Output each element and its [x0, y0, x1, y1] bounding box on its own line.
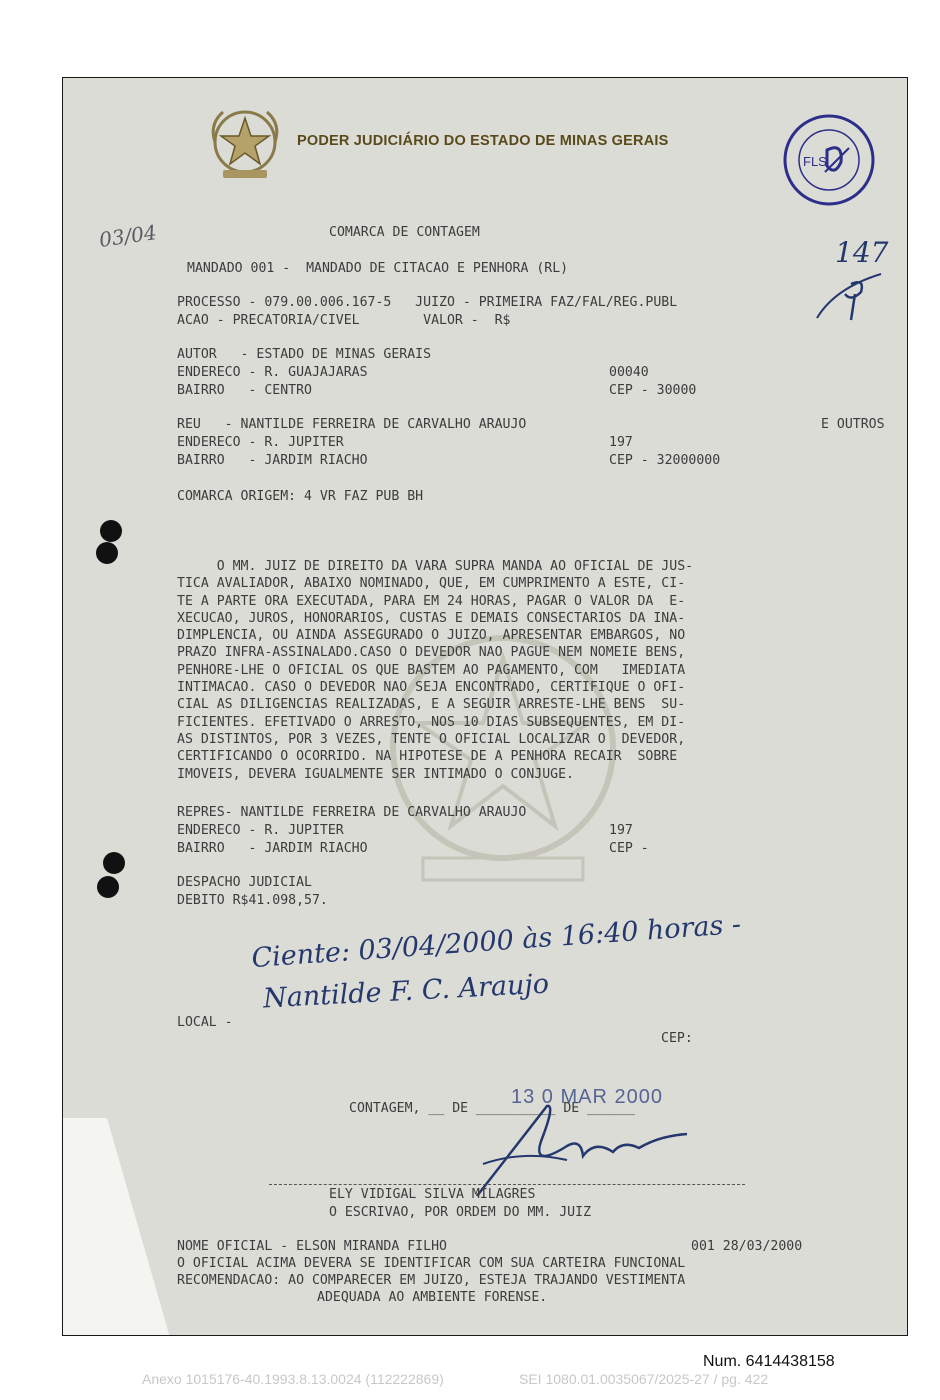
body-line: IMOVEIS, DEVERA IGUALMENTE SER INTIMADO O CONJUGE.	[177, 766, 574, 782]
escrivao-nome: ELY VIDIGAL SILVA MILAGRES	[329, 1187, 536, 1202]
autor-cep: CEP - 30000	[609, 383, 697, 398]
punch-hole	[97, 876, 119, 898]
body-line: CIAL AS DILIGENCIAS REALIZADAS, E A SEGUIR ARRESTE-LHE BENS SU-	[177, 697, 686, 713]
margin-pencil-note: 03/04	[97, 220, 159, 252]
body-line: FICIENTES. EFETIVADO O ARRESTO, NOS 10 DIAS SUBSEQUENTES, EM DI-	[177, 714, 686, 730]
reu-outros: E OUTROS	[821, 417, 885, 432]
handwritten-signature-name: Nantilde F. C. Araujo	[262, 968, 550, 1015]
body-line: AS DISTINTOS, POR 3 VEZES, TENTE O OFICIAL LOCALIZAR O DEVEDOR,	[177, 731, 686, 747]
escrivao-cargo: O ESCRIVAO, POR ORDEM DO MM. JUIZ	[329, 1205, 592, 1220]
data-line: CONTAGEM, __ DE __________ DE ______	[349, 1101, 635, 1116]
oficial-linha-3: ADEQUADA AO AMBIENTE FORENSE.	[317, 1290, 548, 1305]
repres-bairro: BAIRRO - JARDIM RIACHO	[177, 841, 368, 856]
date-stamp: 13 0 MAR 2000	[511, 1086, 663, 1108]
cep-label: CEP:	[661, 1031, 693, 1046]
body-line: XECUCAO, JUROS, HONORARIOS, CUSTAS E DEMAIS CONSECTARIOS DA INA-	[177, 610, 686, 626]
repres-nome: REPRES- NANTILDE FERREIRA DE CARVALHO ARAUJO	[177, 805, 527, 820]
oficial-linha-1: O OFICIAL ACIMA DEVERA SE IDENTIFICAR COM SUA CARTEIRA FUNCIONAL	[177, 1256, 686, 1271]
handwritten-ciente-line: Ciente: 03/04/2000 às 16:40 horas -	[250, 908, 742, 975]
punch-hole	[103, 852, 125, 874]
oficial-nome: NOME OFICIAL - ELSON MIRANDA FILHO	[177, 1239, 447, 1254]
despacho-judicial: DESPACHO JUDICIAL	[177, 875, 312, 890]
comarca-title: COMARCA DE CONTAGEM	[329, 225, 480, 240]
body-line: TE A PARTE ORA EXECUTADA, PARA EM 24 HORAS, PAGAR O VALOR DA E-	[177, 593, 686, 609]
body-line: INTIMACAO. CASO O DEVEDOR NAO SEJA ENCONTRADO, CERTIFIQUE O OFI-	[177, 680, 686, 696]
repres-endereco: ENDERECO - R. JUPITER	[177, 823, 344, 838]
reu-nome: REU - NANTILDE FERREIRA DE CARVALHO ARAUJO	[177, 417, 527, 432]
autor-nome: AUTOR - ESTADO DE MINAS GERAIS	[177, 347, 432, 362]
reu-endereco: ENDERECO - R. JUPITER	[177, 435, 344, 450]
scanned-document	[62, 77, 908, 1336]
annex-reference: Anexo 1015176-40.1993.8.13.0024 (112222869)	[142, 1371, 444, 1387]
mandado-title: MANDADO 001 - MANDADO DE CITACAO E PENHORA (RL)	[187, 261, 569, 276]
body-line: PRAZO INFRA-ASSINALADO.CASO O DEVEDOR NAO PAGUE NEM NOMEIE BENS,	[177, 645, 686, 661]
oficial-data: 001 28/03/2000	[691, 1239, 803, 1254]
punch-hole	[96, 542, 118, 564]
signature-line	[269, 1184, 745, 1185]
reu-bairro: BAIRRO - JARDIM RIACHO	[177, 453, 368, 468]
reu-numero: 197	[609, 435, 633, 450]
court-header-title: PODER JUDICIÁRIO DO ESTADO DE MINAS GERAIS	[297, 133, 669, 149]
reu-cep: CEP - 32000000	[609, 453, 721, 468]
autor-bairro: BAIRRO - CENTRO	[177, 383, 312, 398]
body-line: DIMPLENCIA, OU AINDA ASSEGURADO O JUIZO, APRESENTAR EMBARGOS, NO	[177, 628, 686, 644]
folded-corner	[63, 1118, 173, 1336]
local-label: LOCAL -	[177, 1015, 233, 1030]
autor-endereco: ENDERECO - R. GUAJAJARAS	[177, 365, 368, 380]
body-line: O MM. JUIZ DE DIREITO DA VARA SUPRA MANDA AO OFICIAL DE JUS-	[177, 559, 694, 574]
sei-reference: SEI 1080.01.0035067/2025-27 / pg. 422	[519, 1371, 769, 1387]
repres-numero: 197	[609, 823, 633, 838]
handwritten-page-number: 147	[835, 236, 889, 269]
body-line: PENHORE-LHE O OFICIAL OS QUE BASTEM AO PAGAMENTO, COM IMEDIATA	[177, 662, 686, 678]
processo-line-2: ACAO - PRECATORIA/CIVEL VALOR - R$	[177, 313, 511, 328]
body-line: TICA AVALIADOR, ABAIXO NOMINADO, QUE, EM CUMPRIMENTO A ESTE, CI-	[177, 576, 686, 592]
document-number: Num. 6414438158	[703, 1353, 835, 1370]
coat-of-arms-icon	[205, 104, 285, 182]
page-stamp-icon	[781, 110, 877, 210]
repres-cep: CEP -	[609, 841, 649, 856]
stamp-label: FLS	[803, 154, 827, 169]
mandate-body	[177, 558, 693, 783]
processo-line-1: PROCESSO - 079.00.006.167-5 JUIZO - PRIMEIRA FAZ/FAL/REG.PUBL	[177, 295, 678, 310]
autor-numero: 00040	[609, 365, 649, 380]
judge-signature	[463, 1100, 703, 1200]
handwritten-initial-mark	[815, 268, 887, 324]
debito-value: DEBITO R$41.098,57.	[177, 893, 328, 908]
body-line: CERTIFICANDO O OCORRIDO. NA HIPOTESE DE A PENHORA RECAIR SOBRE	[177, 749, 678, 765]
oficial-linha-2: RECOMENDACAO: AO COMPARECER EM JUIZO, ESTEJA TRAJANDO VESTIMENTA	[177, 1273, 686, 1288]
comarca-origem: COMARCA ORIGEM: 4 VR FAZ PUB BH	[177, 489, 424, 504]
punch-hole	[100, 520, 122, 542]
